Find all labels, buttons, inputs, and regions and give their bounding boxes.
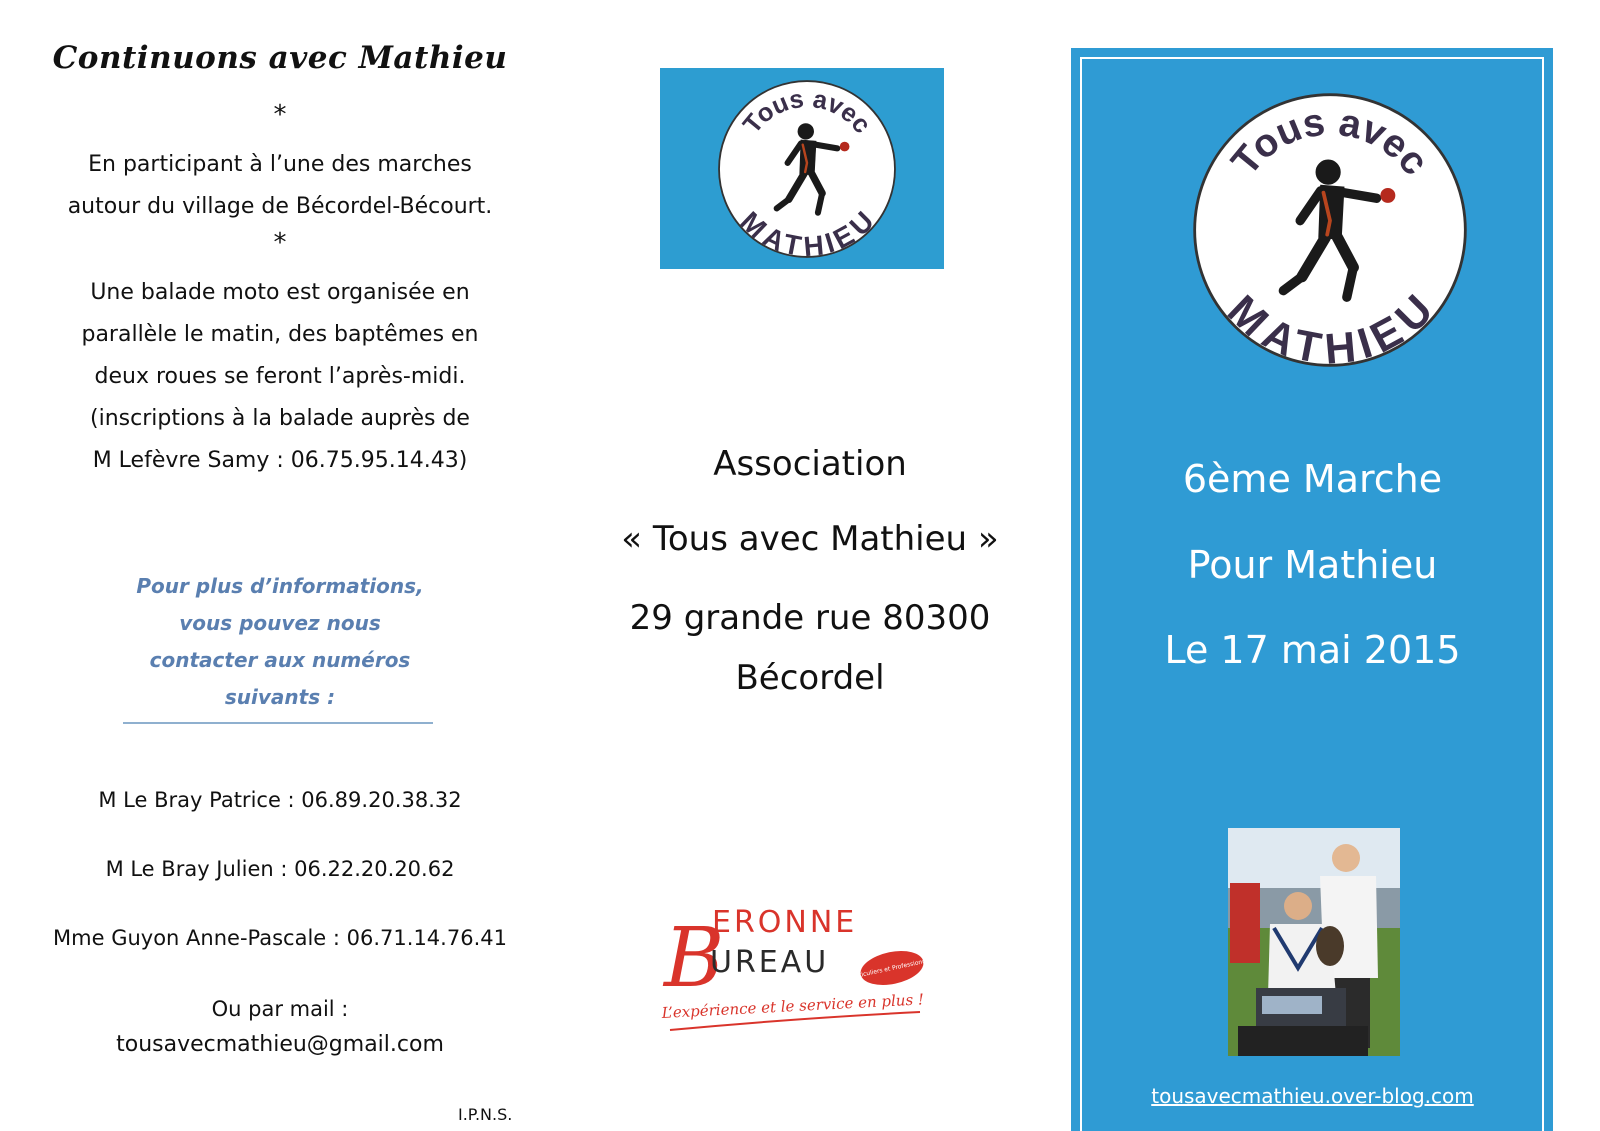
logo-top-text: Tous avec [737,85,877,139]
mail-address[interactable]: tousavecmathieu@gmail.com [116,1032,444,1057]
separator-star: * [273,228,287,258]
text-line: Une balade moto est organisée en [90,280,470,305]
info-line: Pour plus d’informations, [136,574,424,598]
ball-icon [1380,188,1395,203]
sponsor-initial: B [664,911,725,1006]
separator-star: * [273,100,287,130]
event-photo [1228,828,1400,1056]
address-line-1: 29 grande rue 80300 [629,598,991,638]
logo-bottom-text: MATHIEU [734,205,880,260]
sponsor-slogan: L’expérience et le service en plus ! [661,990,925,1022]
address-line-2: Bécordel [735,658,885,698]
ball-icon [840,142,850,152]
association-logo-large [1190,90,1470,370]
left-heading: Continuons avec Mathieu [52,40,508,76]
sponsor-logo [660,908,950,1048]
text-line: (inscriptions à la balade auprès de [90,406,470,431]
sponsor-badge-text: Particuliers et Professionnels [849,956,935,981]
info-line: vous pouvez nous [179,611,381,635]
info-block [120,568,440,716]
event-date: Le 17 mai 2015 [1164,628,1461,672]
contact-anne-pascale: Mme Guyon Anne-Pascale : 06.71.14.76.41 [53,926,507,950]
mail-label: Ou par mail : [211,997,349,1021]
contact-patrice: M Le Bray Patrice : 06.89.20.38.32 [98,788,462,812]
info-divider [123,722,433,724]
text-line: autour du village de Bécordel-Bécourt. [67,194,493,219]
event-subtitle: Pour Mathieu [1187,543,1438,587]
info-line: contacter aux numéros [149,648,411,672]
text-line: M Lefèvre Samy : 06.75.95.14.43) [92,448,468,473]
logo-top-text: Tous avec [1223,100,1437,184]
ipns-mention: I.P.N.S. [458,1105,513,1124]
moto-paragraph [30,272,530,482]
text-line: En participant à l’une des marches [88,152,472,177]
association-label: Association [713,444,907,484]
text-line: deux roues se feront l’après-midi. [94,364,466,389]
walk-paragraph [30,144,530,228]
info-line: suivants : [224,685,336,709]
event-edition: 6ème Marche [1182,457,1443,501]
association-name: « Tous avec Mathieu » [621,519,999,559]
blog-link[interactable]: tousavecmathieu.over-blog.com [1151,1084,1474,1108]
text-line: parallèle le matin, des baptêmes en [81,322,479,347]
association-logo-small [716,78,898,260]
sponsor-line-1: ERONNE [712,908,858,940]
contact-julien: M Le Bray Julien : 06.22.20.20.62 [105,857,455,881]
sponsor-line-2: UREAU [710,945,830,980]
logo-bottom-text: MATHIEU [1218,286,1443,370]
